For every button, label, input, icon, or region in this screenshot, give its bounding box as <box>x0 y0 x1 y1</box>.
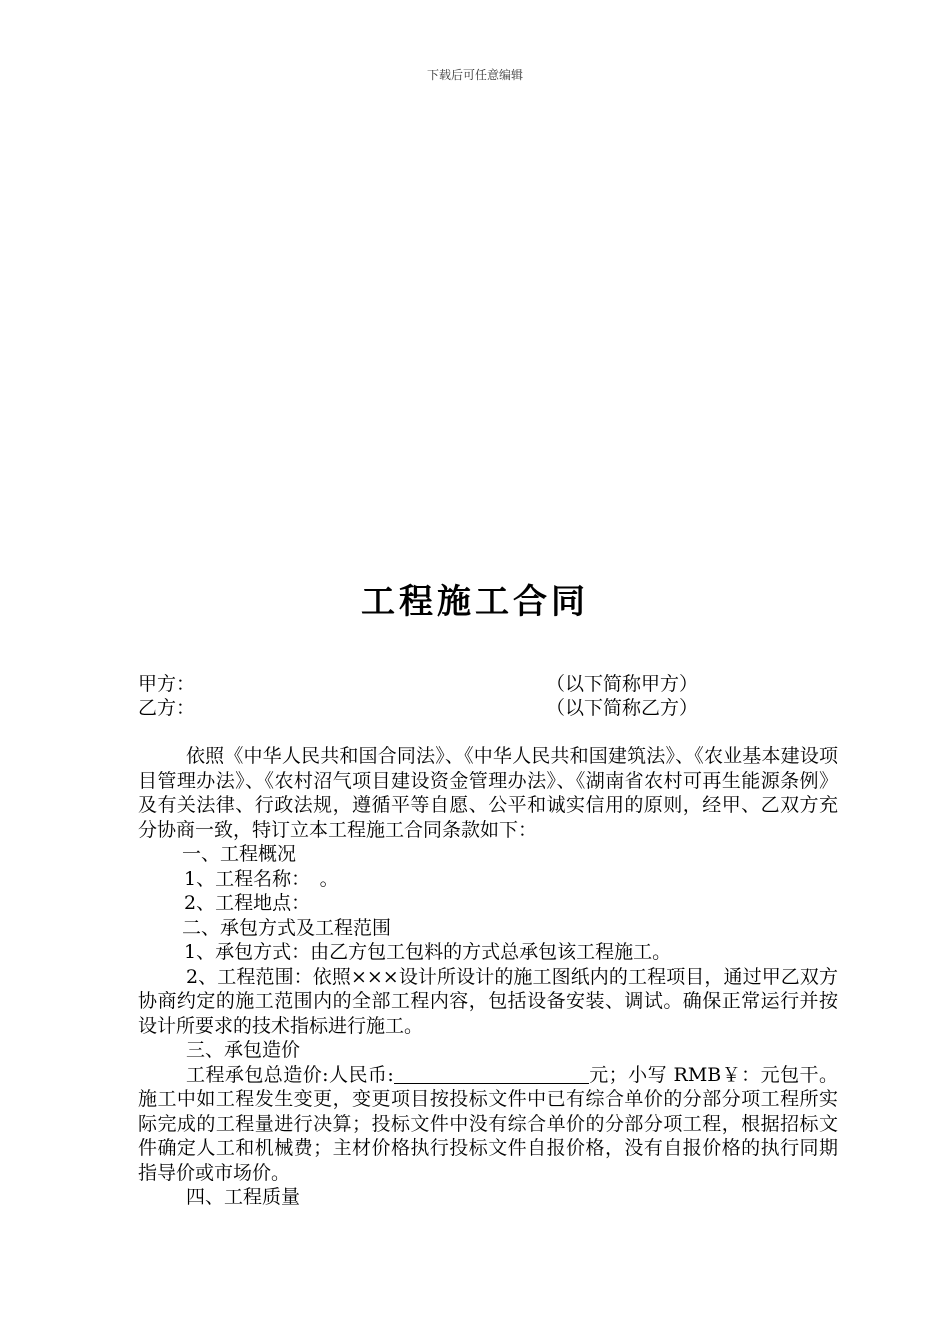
party-a-row <box>138 672 838 696</box>
section3-price-paragraph <box>138 1063 838 1186</box>
price-rest: 元包干。施工中如工程发生变更，变更项目按投标文件中已有综合单价的分部分项工程所实际完成的工程量进行决算；投标文件中没有综合单价的分部分项工程，根据招标文件确定人工和机械费；主材价格执行投标文件自报价格，没有自报价格的执行同期指导价或市场价。 <box>138 1063 838 1184</box>
contract-body <box>138 744 838 1210</box>
header-note: 下载后可任意编辑 <box>426 68 523 82</box>
section3-heading: 三、承包造价 <box>186 1039 301 1061</box>
party-b-row <box>138 696 838 720</box>
section4-heading: 四、工程质量 <box>186 1186 301 1208</box>
section2-item1: 1、承包方式：由乙方包工包料的方式总承包该工程施工。 <box>184 941 672 963</box>
party-a-abbr: （以下简称甲方） <box>546 673 699 695</box>
party-b-label: 乙方： <box>138 697 196 719</box>
section2-item2: 2、工程范围：依照×××设计所设计的施工图纸内的工程项目，通过甲乙双方协商约定的施工范围内的全部工程内容，包括设备安装、调试。确保正常运行并按设计所要求的技术指标进行施工。 <box>138 965 838 1037</box>
section1-item1: 1、工程名称： 。 <box>184 867 339 890</box>
section2-heading: 二、承包方式及工程范围 <box>182 916 392 939</box>
price-prefix: 工程承包总造价:人民币: <box>186 1063 394 1086</box>
section1-item2: 2、工程地点： <box>184 892 311 914</box>
section1-heading: 一、工程概况 <box>182 843 297 865</box>
parties-block <box>138 672 838 720</box>
intro-paragraph: 依照《中华人民共和国合同法》、《中华人民共和国建筑法》、《农业基本建设项目管理办法》、《农村沼气项目建设资金管理办法》、《湖南省农村可再生能源条例》及有关法律、行政法规，遵循平等自愿、公平和诚实信用的原则，经甲、乙双方充分协商一致，特订立本工程施工合同条款如下： <box>138 745 838 841</box>
price-blank-line <box>394 1064 589 1084</box>
document-title: 工程施工合同 <box>361 582 589 622</box>
price-suffix: 元；小写 RMB￥： <box>588 1063 761 1086</box>
party-b-abbr: （以下简称乙方） <box>546 697 699 719</box>
party-a-label: 甲方： <box>138 673 196 695</box>
